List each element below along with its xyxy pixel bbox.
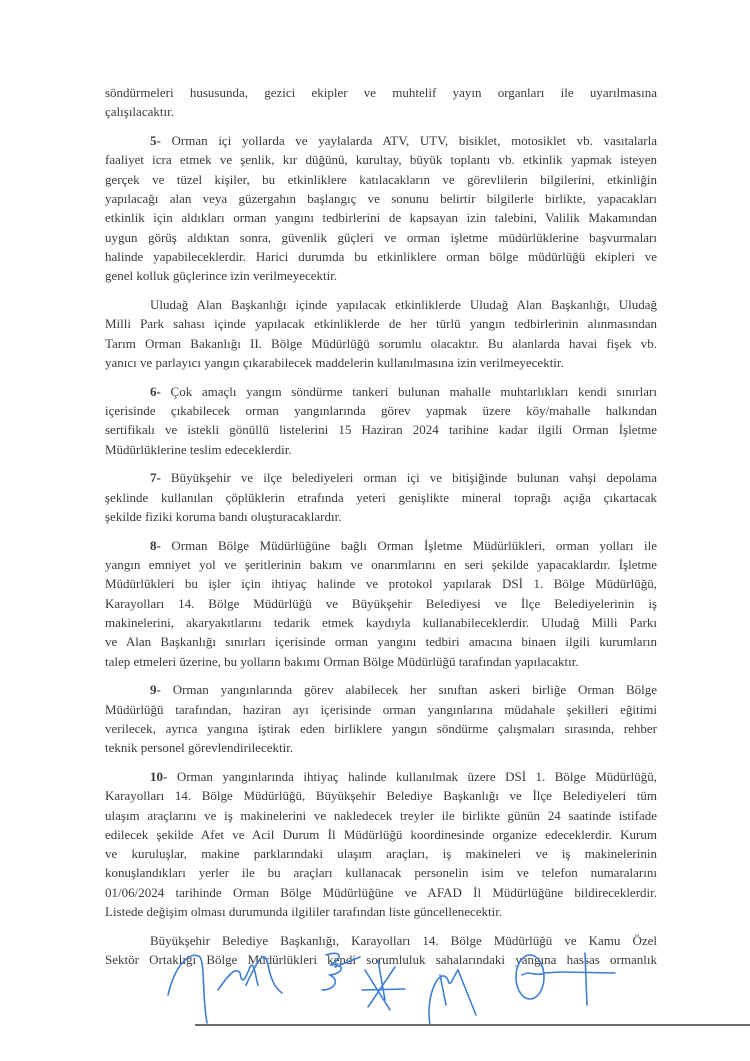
line-text: yapılacağı alan veya güzergahın başlangıç ve sonunu belirtir bilgilerle birlikte, yapacakları [105,190,657,206]
text-line [105,632,657,651]
numbered-paragraph [105,680,657,757]
item-number: 9- [150,682,161,698]
text-line [105,83,657,102]
text-line [105,574,657,593]
item-number: 8- [150,537,161,553]
item-number: 7- [150,470,161,486]
line-text: Orman içi yollarda ve yaylalarda ATV, UTV, bisiklet, motosiklet vb. vasıtalarla [160,133,657,149]
text-line [105,594,657,613]
text-line [105,883,657,902]
text-line [105,420,657,439]
line-text: ve Alan Başkanlığı sınırları içerisinde orman yangını tedbiri amacına binaen ilgili kurumların [105,634,657,650]
text-line [105,488,657,507]
line-text: Müdürlüklerine teslim edeceklerdir. [105,441,292,457]
line-text: halinde yapabileceklerdir. Harici durumda bu etkinliklere orman bölge müdürlüğü ekipleri ve [105,248,657,264]
item-number: 5- [150,133,161,149]
line-text: Orman yangınlarında görev alabilecek her sınıftan askeri birliğe Orman Bölge [160,682,657,698]
text-line [105,314,657,333]
line-text: Sektör Ortaklığı Bölge Müdürlükleri kendi sorumluluk sahalarındaki yangına hassas ormanlık [105,952,657,968]
line-text: etkinlik için aldıkları orman yangını tedbirlerini de kapsayan izin talebini, Valilik Makamından [105,210,657,226]
numbered-paragraph [105,131,657,285]
text-line [105,507,657,526]
text-line [105,806,657,825]
text-line [105,189,657,208]
line-text: Müdürlüğü tarafından, haziran ayı içerisinde orman yangınlarına müdahale şekilleri eğitimi [105,701,657,717]
line-text: Tarım Orman Bakanlığı II. Bölge Müdürlüğü sorumlu olacaktır. Bu alanlarda havai fişek vb. [105,335,657,351]
line-text: 01/06/2024 tarihinde Orman Bölge Müdürlüğüne ve AFAD İl Müdürlüğüne bildireceklerdir. [105,884,657,900]
text-line [105,247,657,266]
paragraph [105,83,657,122]
text-line [105,652,657,671]
line-text: Orman Bölge Müdürlüğüne bağlı Orman İşletme Müdürlükleri, orman yolları ile [160,537,657,553]
line-text: edilecek şekilde Afet ve Acil Durum İl Müdürlüğü koordinesinde organize edeceklerdir. Kurum [105,826,657,842]
line-text: gerçek ve tüzel kişiler, bu etkinliklere katılacakların ve görevlilerin bilgilerini, etkinliğin [105,171,657,187]
line-text: Müdürlükleri bu işler için ihtiyaç halinde ve protokol yapılarak DSİ 1. Bölge Müdürlüğü, [105,576,657,592]
text-line [105,555,657,574]
signature-3 [362,960,405,1010]
line-text: Karayolları 14. Bölge Müdürlüğü ve Büyükşehir Belediyesi ve İlçe Belediyelerinin iş [105,595,657,611]
text-line [105,700,657,719]
text-line [105,170,657,189]
line-text: verilecek, ayrıca yangına iştirak eden birliklere yangın söndürme çalışmaları sırasında, rehber [105,720,657,736]
text-line [105,102,657,121]
text-line [105,334,657,353]
line-text: genel kolluk güçlerince izin verilmeyecektir. [105,268,338,284]
text-line [105,844,657,863]
line-text: Büyükşehir Belediye Başkanlığı, Karayolları 14. Bölge Müdürlüğü ve Kamu Özel [150,932,657,948]
signature-1 [168,955,282,1023]
text-line [105,825,657,844]
line-text: teknik personel görevlendirilecektir. [105,740,294,756]
text-line [105,401,657,420]
line-text: söndürmeleri hususunda, gezici ekipler ve muhtelif yayın organları ile uyarılmasına [105,85,657,100]
text-line [105,228,657,247]
line-text: Çok amaçlı yangın söndürme tankeri bulunan mahalle muhtarlıkları kendi sınırları [160,383,657,399]
text-line [105,613,657,632]
numbered-paragraph [105,767,657,921]
text-line [105,767,657,786]
page-footer-rule [195,1024,750,1026]
line-text: yangın emniyet yol ve şeritlerinin bakım ve onarımlarını en seri şekilde yapacaklardır. İşletme [105,557,657,573]
line-text: yanıcı ve parlayıcı yangın çıkarabilecek maddelerin kullanılmasına izin verilmeyecektir. [105,354,564,370]
line-text: faaliyet icra etmek ve şenlik, kır düğünü, kurultay, büyük toplantı vb. etkinlik yapmak isteyen [105,152,657,168]
signatures [150,945,670,1030]
text-line [105,150,657,169]
text-line [105,266,657,285]
text-line [105,719,657,738]
signature-4 [429,970,476,1025]
signature-2 [322,953,360,990]
signature-6 [560,953,615,1005]
text-line [105,536,657,555]
text-line [105,680,657,699]
line-text: Karayolları 14. Bölge Müdürlüğü, Büyükşehir Belediye Başkanlığı ve İlçe Belediyeleri tüm [105,788,657,804]
line-text: Milli Park sahası içinde yapılacak etkinliklerde de her türlü yangın tedbirlerinin alınmasından [105,316,657,332]
paragraph [105,295,657,372]
text-line [105,863,657,882]
line-text: sertifikalı ve istekli gönüllü listelerini 15 Haziran 2024 tarihine kadar ilgili Orman İşletme [105,422,657,438]
line-text: içerisinde çıkabilecek orman yangınlarında görev yapmak üzere köy/mahalle halkından [105,402,657,418]
text-line [105,295,657,314]
item-number: 6- [150,383,161,399]
text-line [105,382,657,401]
line-text: Uludağ Alan Başkanlığı içinde yapılacak etkinliklerde Uludağ Alan Başkanlığı, Uludağ [150,296,657,312]
text-line [105,440,657,459]
text-line [105,468,657,487]
line-text: şeklinde kullanılan çöplüklerin etrafında yeteri genişlikte mineral toprağı açığa çıkartacak [105,489,657,505]
line-text: konuşlandıkları yerler ile bu araçları kullanacak personelin isim ve telefon numaralarını [105,865,657,881]
line-text: ulaşım araçlarını ve iş makinelerini ve nakledecek treyler ile birlikte günün 24 saatinde istifade [105,807,657,823]
text-line [105,353,657,372]
numbered-paragraph [105,536,657,671]
line-text: Büyükşehir ve ilçe belediyeleri orman içi ve bitişiğinde bulunan vahşi depolama [160,470,657,486]
line-text: ve kuruluşlar, makine parklarındaki ulaşım araçları, iş makineleri ve iş makinelerinin [105,846,657,862]
signature-5 [516,955,560,999]
line-text: Orman yangınlarında ihtiyaç halinde kullanılmak üzere DSİ 1. Bölge Müdürlüğü, [167,769,657,784]
line-text: uygun görüş aldıktan sonra, güvenlik güçleri ve orman işletme müdürlüklerine başvurmaları [105,229,657,245]
numbered-paragraph [105,468,657,526]
line-text: makinelerini, akaryakıtlarını tedarik etmek kaydıyla kullanabileceklerdir. Uludağ Milli Parkı [105,614,657,630]
line-text: Listede değişim olması durumunda ilgililer tarafından liste güncellenecektir. [105,904,503,920]
numbered-paragraph [105,382,657,459]
line-text: şekilde fiziki koruma bandı oluşturacaklardır. [105,508,342,524]
line-text: talep etmeleri üzerine, bu yolların bakımı Orman Bölge Müdürlüğü tarafından yapılacaktır. [105,653,579,669]
text-line [105,902,657,921]
text-line [105,131,657,150]
text-line [105,738,657,757]
line-text: çalışılacaktır. [105,104,174,120]
text-line [105,208,657,227]
text-line [105,786,657,805]
item-number: 10- [150,769,168,784]
document-body [105,83,657,979]
